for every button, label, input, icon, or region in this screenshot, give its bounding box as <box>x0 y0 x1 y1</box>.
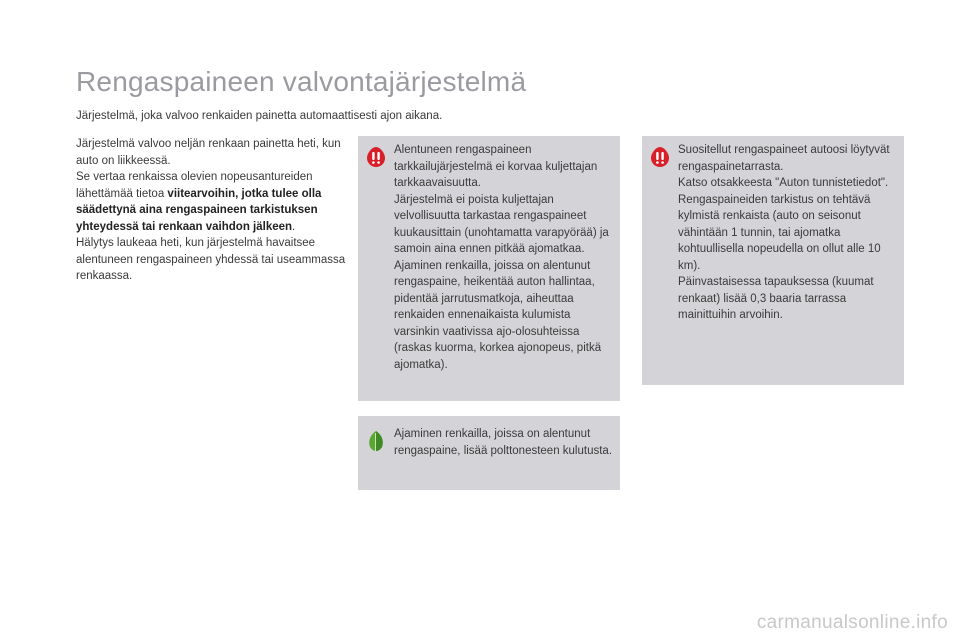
warning-1-paragraph-2: Järjestelmä ei poista kuljettajan velvollisuutta tarkastaa rengaspaineet kuukausittain (unohtamatta varapyörää) ja samoin aina ennen pitkää ajomatkaa. <box>394 193 609 255</box>
warning-2-paragraph-4: Päinvastaisessa tapauksessa (kuumat renkaat) lisää 0,3 baaria tarrassa mainittuihin arvoihin. <box>678 276 874 321</box>
warning-2-paragraph-1: Suositellut rengaspaineet autoosi löytyvät rengaspainetarrasta. <box>678 144 890 173</box>
eco-leaf-icon <box>366 430 386 452</box>
page-title: Rengaspaineen valvontajärjestelmä <box>76 66 527 97</box>
warning-1-paragraph-3: Ajaminen renkailla, joissa on alentunut rengaspaine, heikentää auton hallintaa, pidentää jarrutusmatkoja, aiheuttaa renkaiden ennenaikaista kulumista varsinkin vaativissa ajo-olosuhteissa (raskas kuorma, korkea ajonopeus, pitkä ajomatka). <box>394 259 602 371</box>
intro-text <box>76 136 346 285</box>
warning-2-paragraph-3: Rengaspaineiden tarkistus on tehtävä kylmistä renkaista (auto on seisonut vähintään 1 tunnin, tai ajomatka kohtuullisella nopeudella on ollut alle 10 km). <box>678 193 881 272</box>
intro-line-2-end: . <box>292 220 296 233</box>
intro-line-2: Se vertaa renkaissa olevien nopeusantureiden lähettämää tietoa <box>76 171 313 200</box>
eco-tip-box <box>358 416 620 490</box>
page-subtitle: Järjestelmä, joka valvoo renkaiden painetta automaattisesti ajon aikana. <box>76 110 443 122</box>
warning-box-recommended-pressures <box>642 136 904 385</box>
warning-2-paragraph-2: Katso otsakkeesta "Auton tunnistetiedot". <box>678 177 889 189</box>
warning-exclamation-icon <box>650 146 670 168</box>
warning-1-paragraph-1: Alentuneen rengaspaineen tarkkailujärjestelmä ei korvaa kuljettajan tarkkaavaisuutta. <box>394 144 598 189</box>
eco-tip-text: Ajaminen renkailla, joissa on alentunut rengaspaine, lisää polttonesteen kulutusta. <box>394 428 613 457</box>
intro-line-1: Järjestelmä valvoo neljän renkaan painetta heti, kun auto on liikkeessä. <box>76 138 341 167</box>
warning-box-tyre-monitoring <box>358 136 620 401</box>
watermark: carmanualsonline.info <box>756 612 948 633</box>
warning-exclamation-icon <box>366 146 386 168</box>
intro-line-3: Hälytys laukeaa heti, kun järjestelmä havaitsee alentuneen rengaspaineen yhdessä tai useammassa renkaassa. <box>76 237 346 282</box>
intro-line-2-bold: viitearvoihin, jotka tulee olla säädettynä aina rengaspaineen tarkistuksen yhteydessä tai renkaan vaihdon jälkeen <box>76 187 322 233</box>
